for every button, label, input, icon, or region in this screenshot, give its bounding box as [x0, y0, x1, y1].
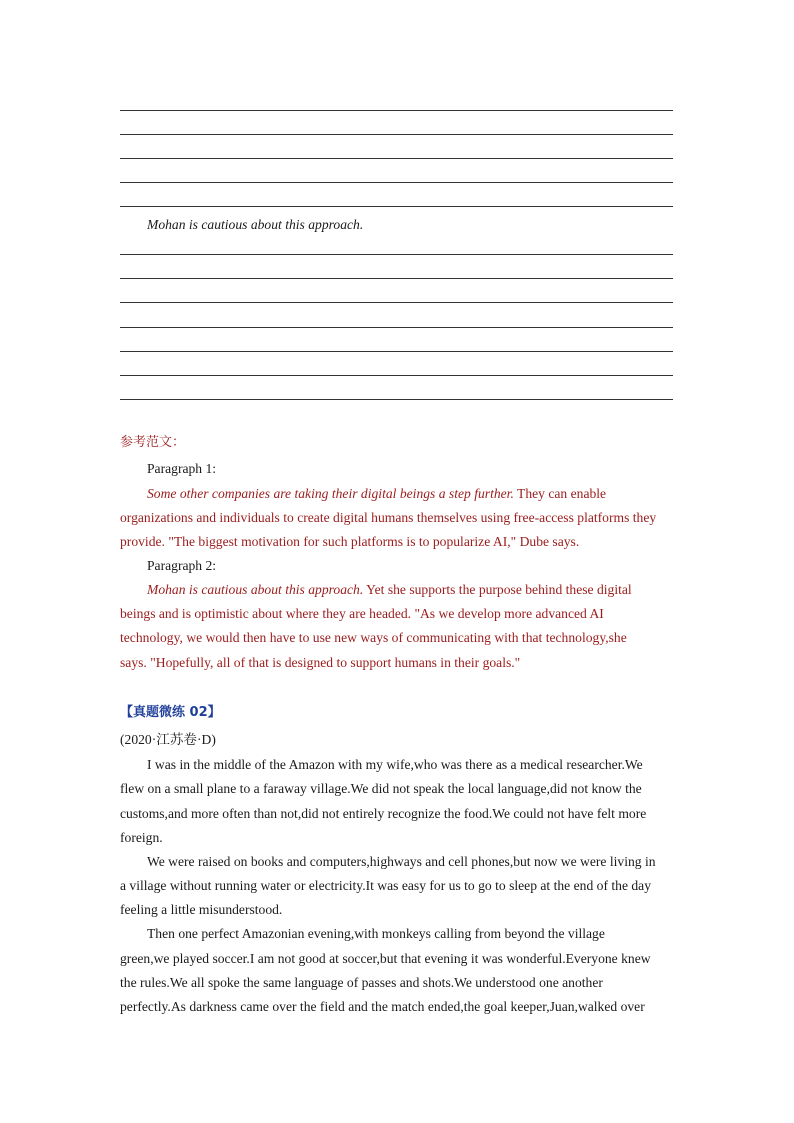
- paragraph-1-lead: Some other companies are taking their digital beings a step further.: [147, 486, 514, 501]
- passage-line: I was in the middle of the Amazon with my wife,who was there as a medical researcher.We: [147, 757, 643, 772]
- passage-line: foreign.: [120, 830, 163, 845]
- writing-line: [120, 399, 673, 400]
- passage-line: customs,and more often than not,did not entirely recognize the food.We could not have felt more: [120, 806, 647, 821]
- passage-line: flew on a small plane to a faraway village.We did not speak the local language,did not know the: [120, 781, 642, 796]
- paragraph-2-line-1: [147, 581, 673, 599]
- writing-line: [120, 302, 673, 303]
- paragraph-2-text: Yet she supports the purpose behind these digital: [366, 582, 632, 597]
- writing-line: [120, 134, 673, 135]
- paragraph-2-label: Paragraph 2:: [147, 558, 217, 573]
- writing-line: [120, 158, 673, 159]
- passage-line: a village without running water or electricity.It was easy for us to go to sleep at the end of the day: [120, 878, 651, 893]
- passage-line: feeling a little misunderstood.: [120, 902, 283, 917]
- paragraph-1-line-2: organizations and individuals to create digital humans themselves using free-access platforms they: [120, 510, 657, 525]
- paragraph-1-line-1: [147, 485, 673, 503]
- writing-line: [120, 375, 673, 376]
- paragraph-prompt: Mohan is cautious about this approach.: [147, 217, 364, 232]
- paragraph-2-lead: Mohan is cautious about this approach.: [147, 582, 364, 597]
- writing-line: [120, 254, 673, 255]
- passage-line: Then one perfect Amazonian evening,with monkeys calling from beyond the village: [147, 926, 605, 941]
- writing-line: [120, 327, 673, 328]
- paragraph-1-label: Paragraph 1:: [147, 461, 217, 476]
- passage-line: green,we played soccer.I am not good at soccer,but that evening it was wonderful.Everyone knew: [120, 951, 651, 966]
- exercise-source: (2020·江苏卷·D): [120, 732, 216, 747]
- paragraph-2-line-4: says. "Hopefully, all of that is designed to support humans in their goals.": [120, 655, 521, 670]
- writing-line: [120, 182, 673, 183]
- writing-line: [120, 351, 673, 352]
- passage-line: We were raised on books and computers,highways and cell phones,but now we were living in: [147, 854, 656, 869]
- passage-line: the rules.We all spoke the same language of passes and shots.We understood one another: [120, 975, 603, 990]
- paragraph-1-line-3: provide. "The biggest motivation for such platforms is to popularize AI," Dube says.: [120, 534, 580, 549]
- writing-line: [120, 110, 673, 111]
- paragraph-2-line-3: technology, we would then have to use new ways of communicating with that technology,she: [120, 630, 627, 645]
- reference-heading: 参考范文：: [120, 435, 186, 450]
- writing-line: [120, 278, 673, 279]
- writing-line: [120, 206, 673, 207]
- paragraph-1-text: They can enable: [517, 486, 607, 501]
- paragraph-2-line-2: beings and is optimistic about where they are headed. "As we develop more advanced AI: [120, 606, 604, 621]
- passage-line: perfectly.As darkness came over the field and the match ended,the goal keeper,Juan,walked over: [120, 999, 645, 1014]
- exercise-tag: 【真题微练 02】: [120, 705, 221, 720]
